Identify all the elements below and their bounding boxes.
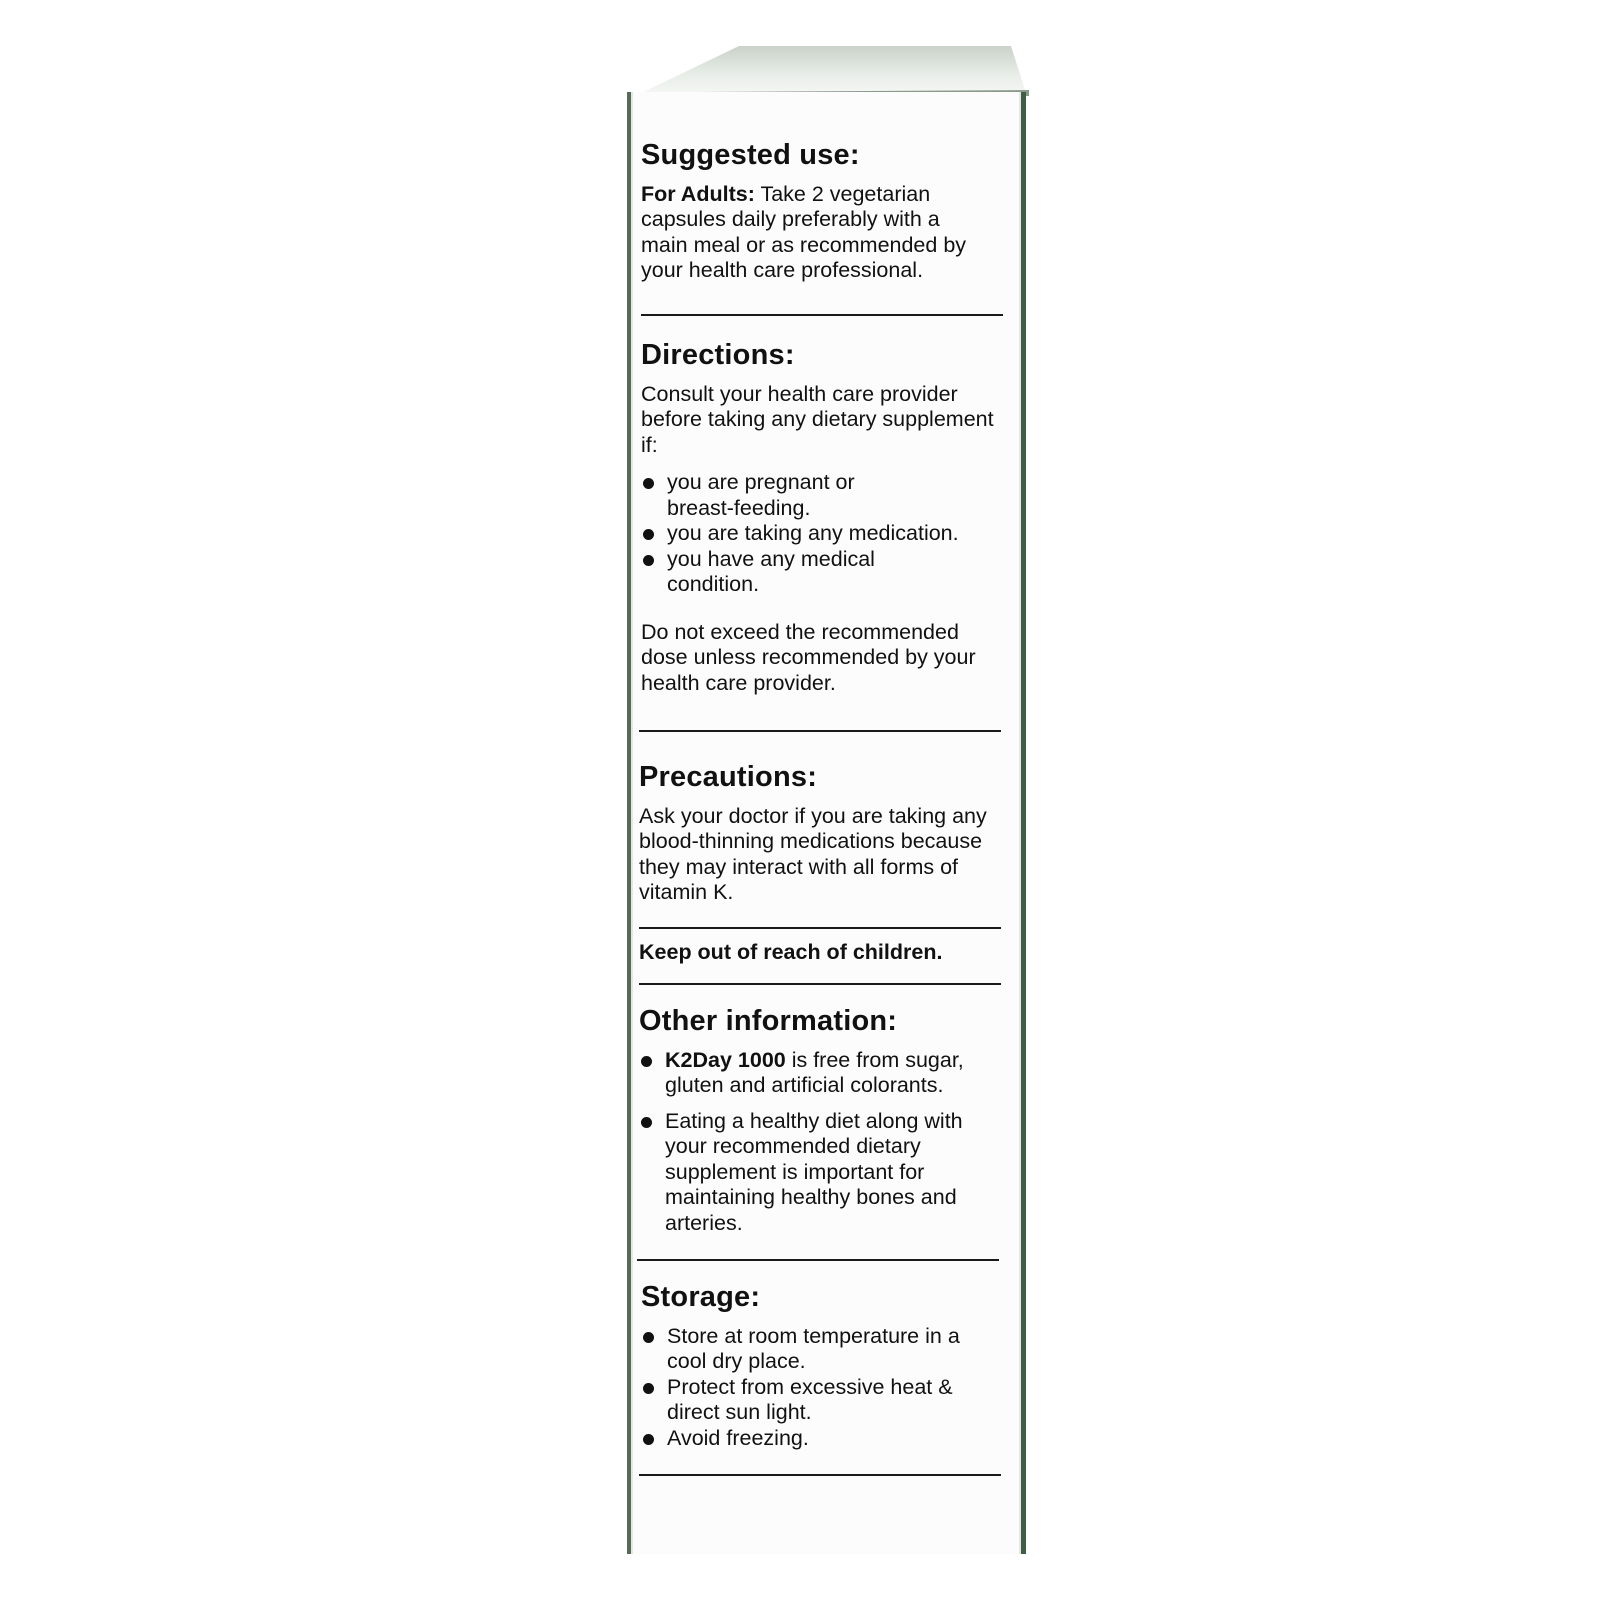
section-other-information bbox=[639, 1006, 1001, 1236]
box-top-flap bbox=[627, 46, 1027, 96]
suggested-use-body: Take 2 vegetarian capsules daily preferably with a main meal or as recommended by your health care professional. bbox=[641, 181, 967, 283]
list-item: you are pregnant or breast-feeding. bbox=[641, 470, 897, 521]
section-precautions bbox=[639, 762, 999, 906]
product-name: K2Day 1000 bbox=[665, 1047, 786, 1072]
suggested-use-heading: Suggested use: bbox=[641, 139, 860, 171]
divider bbox=[637, 1259, 999, 1261]
divider bbox=[639, 1474, 1001, 1476]
list-item: Avoid freezing. bbox=[641, 1426, 971, 1452]
directions-intro: Consult your health care provider before taking any dietary supplement if: bbox=[641, 381, 994, 457]
list-item: Store at room temperature in a cool dry place. bbox=[641, 1324, 971, 1375]
divider bbox=[639, 927, 1001, 929]
precautions-text: Ask your doctor if you are taking any blood-thinning medications because they may interact with all forms of vitamin K. bbox=[639, 803, 987, 905]
storage-heading: Storage: bbox=[641, 1281, 761, 1313]
list-item-text: is free from sugar, gluten and artificial colorants. bbox=[665, 1047, 964, 1098]
list-item bbox=[639, 1048, 1001, 1099]
section-storage bbox=[641, 1282, 971, 1451]
suggested-use-text bbox=[641, 182, 991, 284]
storage-list bbox=[641, 1324, 971, 1452]
section-directions bbox=[641, 340, 1001, 696]
directions-heading: Directions: bbox=[641, 339, 795, 371]
directions-list bbox=[641, 470, 1001, 598]
section-suggested-use bbox=[641, 140, 991, 284]
other-information-list bbox=[639, 1048, 1001, 1237]
suggested-use-lead: For Adults: bbox=[641, 181, 755, 206]
other-information-heading: Other information: bbox=[639, 1005, 898, 1037]
directions-note: Do not exceed the recommended dose unless recommended by your health care provider. bbox=[641, 619, 976, 695]
divider bbox=[641, 314, 1003, 316]
list-item: you are taking any medication. bbox=[641, 521, 1001, 547]
keep-out-of-reach-warning: Keep out of reach of children. bbox=[639, 940, 943, 964]
divider bbox=[639, 983, 1001, 985]
precautions-heading: Precautions: bbox=[639, 761, 818, 793]
list-item: Eating a healthy diet along with your recommended dietary supplement is important for maintaining healthy bones and arteries. bbox=[639, 1109, 1001, 1237]
package-side-panel bbox=[627, 92, 1026, 1554]
divider bbox=[639, 730, 1001, 732]
list-item: you have any medical condition. bbox=[641, 547, 927, 598]
list-item: Protect from excessive heat & direct sun light. bbox=[641, 1375, 971, 1426]
